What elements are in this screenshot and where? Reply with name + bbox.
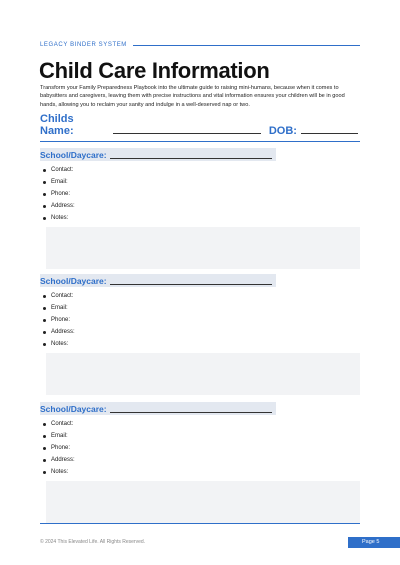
field-list (40, 418, 360, 478)
footer-divider (40, 523, 360, 524)
child-info-divider (40, 141, 360, 142)
list-item[interactable]: Phone: (43, 188, 360, 200)
dob-label: DOB: (268, 125, 297, 137)
school-section-2 (40, 274, 360, 395)
bullet-icon (43, 331, 46, 334)
list-item[interactable]: Contact: (43, 164, 360, 176)
list-item[interactable]: Notes: (43, 212, 360, 224)
bullet-icon (43, 169, 46, 172)
list-item[interactable]: Notes: (43, 466, 360, 478)
list-item[interactable]: Address: (43, 326, 360, 338)
page-title: Child Care Information (39, 58, 270, 83)
list-item[interactable]: Email: (43, 430, 360, 442)
bullet-icon (43, 193, 46, 196)
brand-label: LEGACY BINDER SYSTEM (40, 42, 127, 48)
school-name-field[interactable] (110, 158, 272, 159)
notes-box[interactable] (46, 481, 360, 523)
header-bar (40, 40, 360, 50)
school-section-1 (40, 148, 360, 269)
bullet-icon (43, 307, 46, 310)
list-item[interactable]: Address: (43, 454, 360, 466)
bullet-icon (43, 423, 46, 426)
list-item[interactable]: Contact: (43, 290, 360, 302)
bullet-icon (43, 343, 46, 346)
intro-paragraph: Transform your Family Preparedness Playbook into the ultimate guide to raising mini-humans, because when it comes to babysitters and caregivers, leaving them with precise instructions and vital information ensures your children will be in good hands, allowing you to reclaim your sanity and indulge in a well-deserved nap or two. (40, 85, 345, 108)
section-label: School/Daycare: (40, 276, 107, 286)
school-section-3 (40, 402, 360, 523)
list-item[interactable]: Phone: (43, 442, 360, 454)
bullet-icon (43, 459, 46, 462)
list-item[interactable]: Email: (43, 302, 360, 314)
school-name-field[interactable] (110, 412, 272, 413)
list-item[interactable]: Contact: (43, 418, 360, 430)
bullet-icon (43, 295, 46, 298)
page-number-badge: Page 5 (348, 537, 400, 548)
bullet-icon (43, 471, 46, 474)
copyright-text: © 2024 This Elevated Life. All Rights Reserved. (40, 539, 146, 545)
bullet-icon (43, 205, 46, 208)
section-label: School/Daycare: (40, 150, 107, 160)
field-list (40, 290, 360, 350)
list-item[interactable]: Phone: (43, 314, 360, 326)
child-name-field[interactable] (113, 133, 261, 134)
child-info-row (40, 113, 362, 137)
bullet-icon (43, 181, 46, 184)
section-label: School/Daycare: (40, 404, 107, 414)
list-item[interactable]: Notes: (43, 338, 360, 350)
section-header (40, 402, 276, 415)
list-item[interactable]: Address: (43, 200, 360, 212)
notes-box[interactable] (46, 353, 360, 395)
bullet-icon (43, 435, 46, 438)
section-header (40, 274, 276, 287)
notes-box[interactable] (46, 227, 360, 269)
dob-field[interactable] (301, 133, 358, 134)
bullet-icon (43, 447, 46, 450)
bullet-icon (43, 217, 46, 220)
section-header (40, 148, 276, 161)
header-divider (133, 45, 360, 46)
child-name-label: Childs Name: (40, 113, 74, 137)
school-name-field[interactable] (110, 284, 272, 285)
bullet-icon (43, 319, 46, 322)
list-item[interactable]: Email: (43, 176, 360, 188)
field-list (40, 164, 360, 224)
